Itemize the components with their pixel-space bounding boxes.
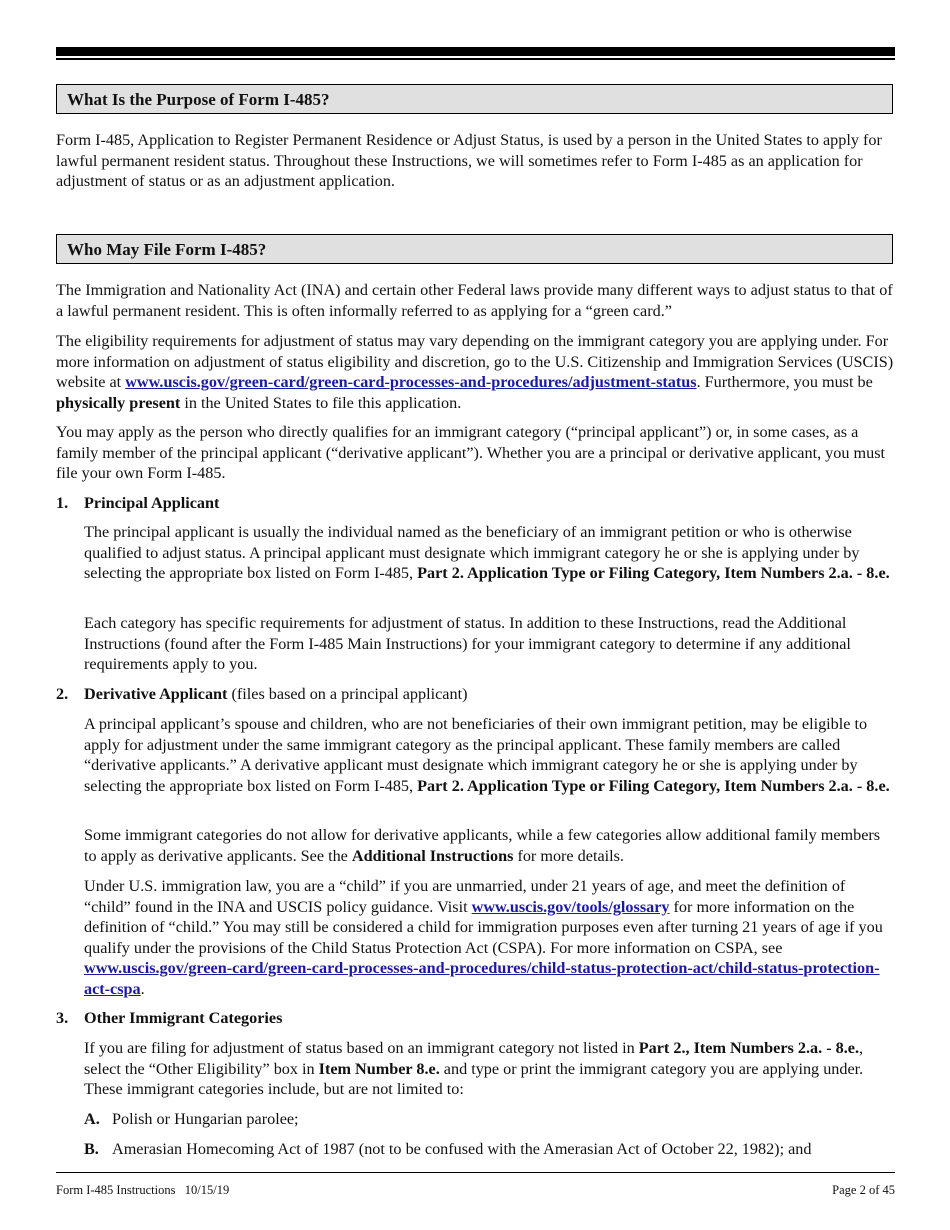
item-2-paragraph-3: Under U.S. immigration law, you are a “child” if you are unmarried, under 21 years of age, and meet the definition of “child” found in the INA and USCIS policy guidance. Visit www.uscis.gov/tools/glossary for more information on the definition of “child.” You may still be considered a child for immigration purposes even after turning 21 years of age if you qualify under the provisions of the Child Status Protection Act (CSPA). For more information on CSPA, see www.uscis.gov/green-card/green-card-processes-and-procedures/child-status-protection-act/child-status-protection-act-cspa. [84, 877, 883, 998]
item-1-paragraph-1: The principal applicant is usually the individual named as the beneficiary of an immigrant petition or who is otherwise qualified to adjust status. A principal applicant must designate which immigrant category he or she is applying under by selecting the appropriate box listed on Form I-485, Part 2. Application Type or Filing Category, Item Numbers 2.a. - 8.e. [84, 523, 890, 582]
glossary-link[interactable]: www.uscis.gov/tools/glossary [471, 897, 670, 916]
item-3-title: Other Immigrant Categories [84, 1009, 283, 1027]
footer-form-info: Form I-485 Instructions 10/15/19 [56, 1183, 230, 1197]
item-2-title: Derivative Applicant (files based on a principal applicant) [84, 685, 468, 703]
item-2-number: 2. [56, 685, 69, 703]
item-1-paragraph-2: Each category has specific requirements for adjustment of status. In addition to these Instructions, read the Additional Instructions (found after the Form I-485 Main Instructions) for your immigrant category to determine if any additional requirements apply to you. [84, 614, 851, 673]
footer-page-number: Page 2 of 45 [832, 1183, 895, 1197]
item-1-number: 1. [56, 494, 69, 512]
item-2-paragraph-1: A principal applicant’s spouse and children, who are not beneficiaries of their own immigrant petition, may be eligible to apply for adjustment under the same immigrant category as the principal applicant. These family members are called “derivative applicants.” A derivative applicant must designate which immigrant category he or she is applying under by selecting the appropriate box listed on Form I-485, Part 2. Application Type or Filing Category, Item Numbers 2.a. - 8.e. [84, 715, 890, 795]
sub-item-a-text: Polish or Hungarian parolee; [112, 1110, 299, 1128]
purpose-paragraph: Form I-485, Application to Register Permanent Residence or Adjust Status, is used by a person in the United States to apply for lawful permanent resident status. Throughout these Instructions, we will sometimes refer to Form I-485 as an application for adjustment of status or as an adjustment application. [56, 131, 882, 190]
sub-item-b-text: Amerasian Homecoming Act of 1987 (not to be confused with the Amerasian Act of October 22, 1982); and [112, 1140, 812, 1158]
who-paragraph-2: The eligibility requirements for adjustment of status may vary depending on the immigrant category you are applying under. For more information on adjustment of status eligibility and discretion, go to the U.S. Citizenship and Immigration Services (USCIS) website at www.uscis.gov/green-card/green-card-processes-and-procedures/adjustment-status. Furthermore, you must be physically present in the United States to file this application. [56, 332, 894, 412]
sub-item-b-label: B. [84, 1140, 99, 1158]
item-2-paragraph-2: Some immigrant categories do not allow for derivative applicants, while a few categories allow additional family members to apply as derivative applicants. See the Additional Instructions for more details. [84, 826, 881, 865]
adjustment-status-link[interactable]: www.uscis.gov/green-card/green-card-processes-and-procedures/adjustment-status [125, 373, 697, 391]
who-paragraph-1: The Immigration and Nationality Act (INA) and certain other Federal laws provide many different ways to adjust status to that of a lawful permanent resident. This is often informally referred to as applying for a “green card.” [56, 281, 893, 320]
header-rule-thin [56, 58, 895, 60]
footer-rule [56, 1172, 895, 1173]
sub-item-a-label: A. [84, 1110, 100, 1128]
item-3-paragraph-1: If you are filing for adjustment of status based on an immigrant category not listed in Part 2., Item Numbers 2.a. - 8.e., select the “Other Eligibility” box in Item Number 8.e. and type or print the immigrant category you are applying under. These immigrant categories include, but are not limited to: [84, 1039, 864, 1098]
section-heading-who-may-file: Who May File Form I-485? [56, 234, 893, 264]
section-heading-purpose: What Is the Purpose of Form I-485? [56, 84, 893, 114]
header-rule-thick [56, 47, 895, 56]
item-3-number: 3. [56, 1009, 69, 1027]
item-1-title: Principal Applicant [84, 494, 220, 512]
who-paragraph-3: You may apply as the person who directly qualifies for an immigrant category (“principal applicant”) or, in some cases, as a family member of the principal applicant (“derivative applicant”). Whether you are a principal or derivative applicant, you must file your own Form I-485. [56, 423, 885, 482]
cspa-link[interactable]: www.uscis.gov/green-card/green-card-processes-and-procedures/child-status-protection-act/child-status-protection-act-cspa [84, 959, 880, 998]
